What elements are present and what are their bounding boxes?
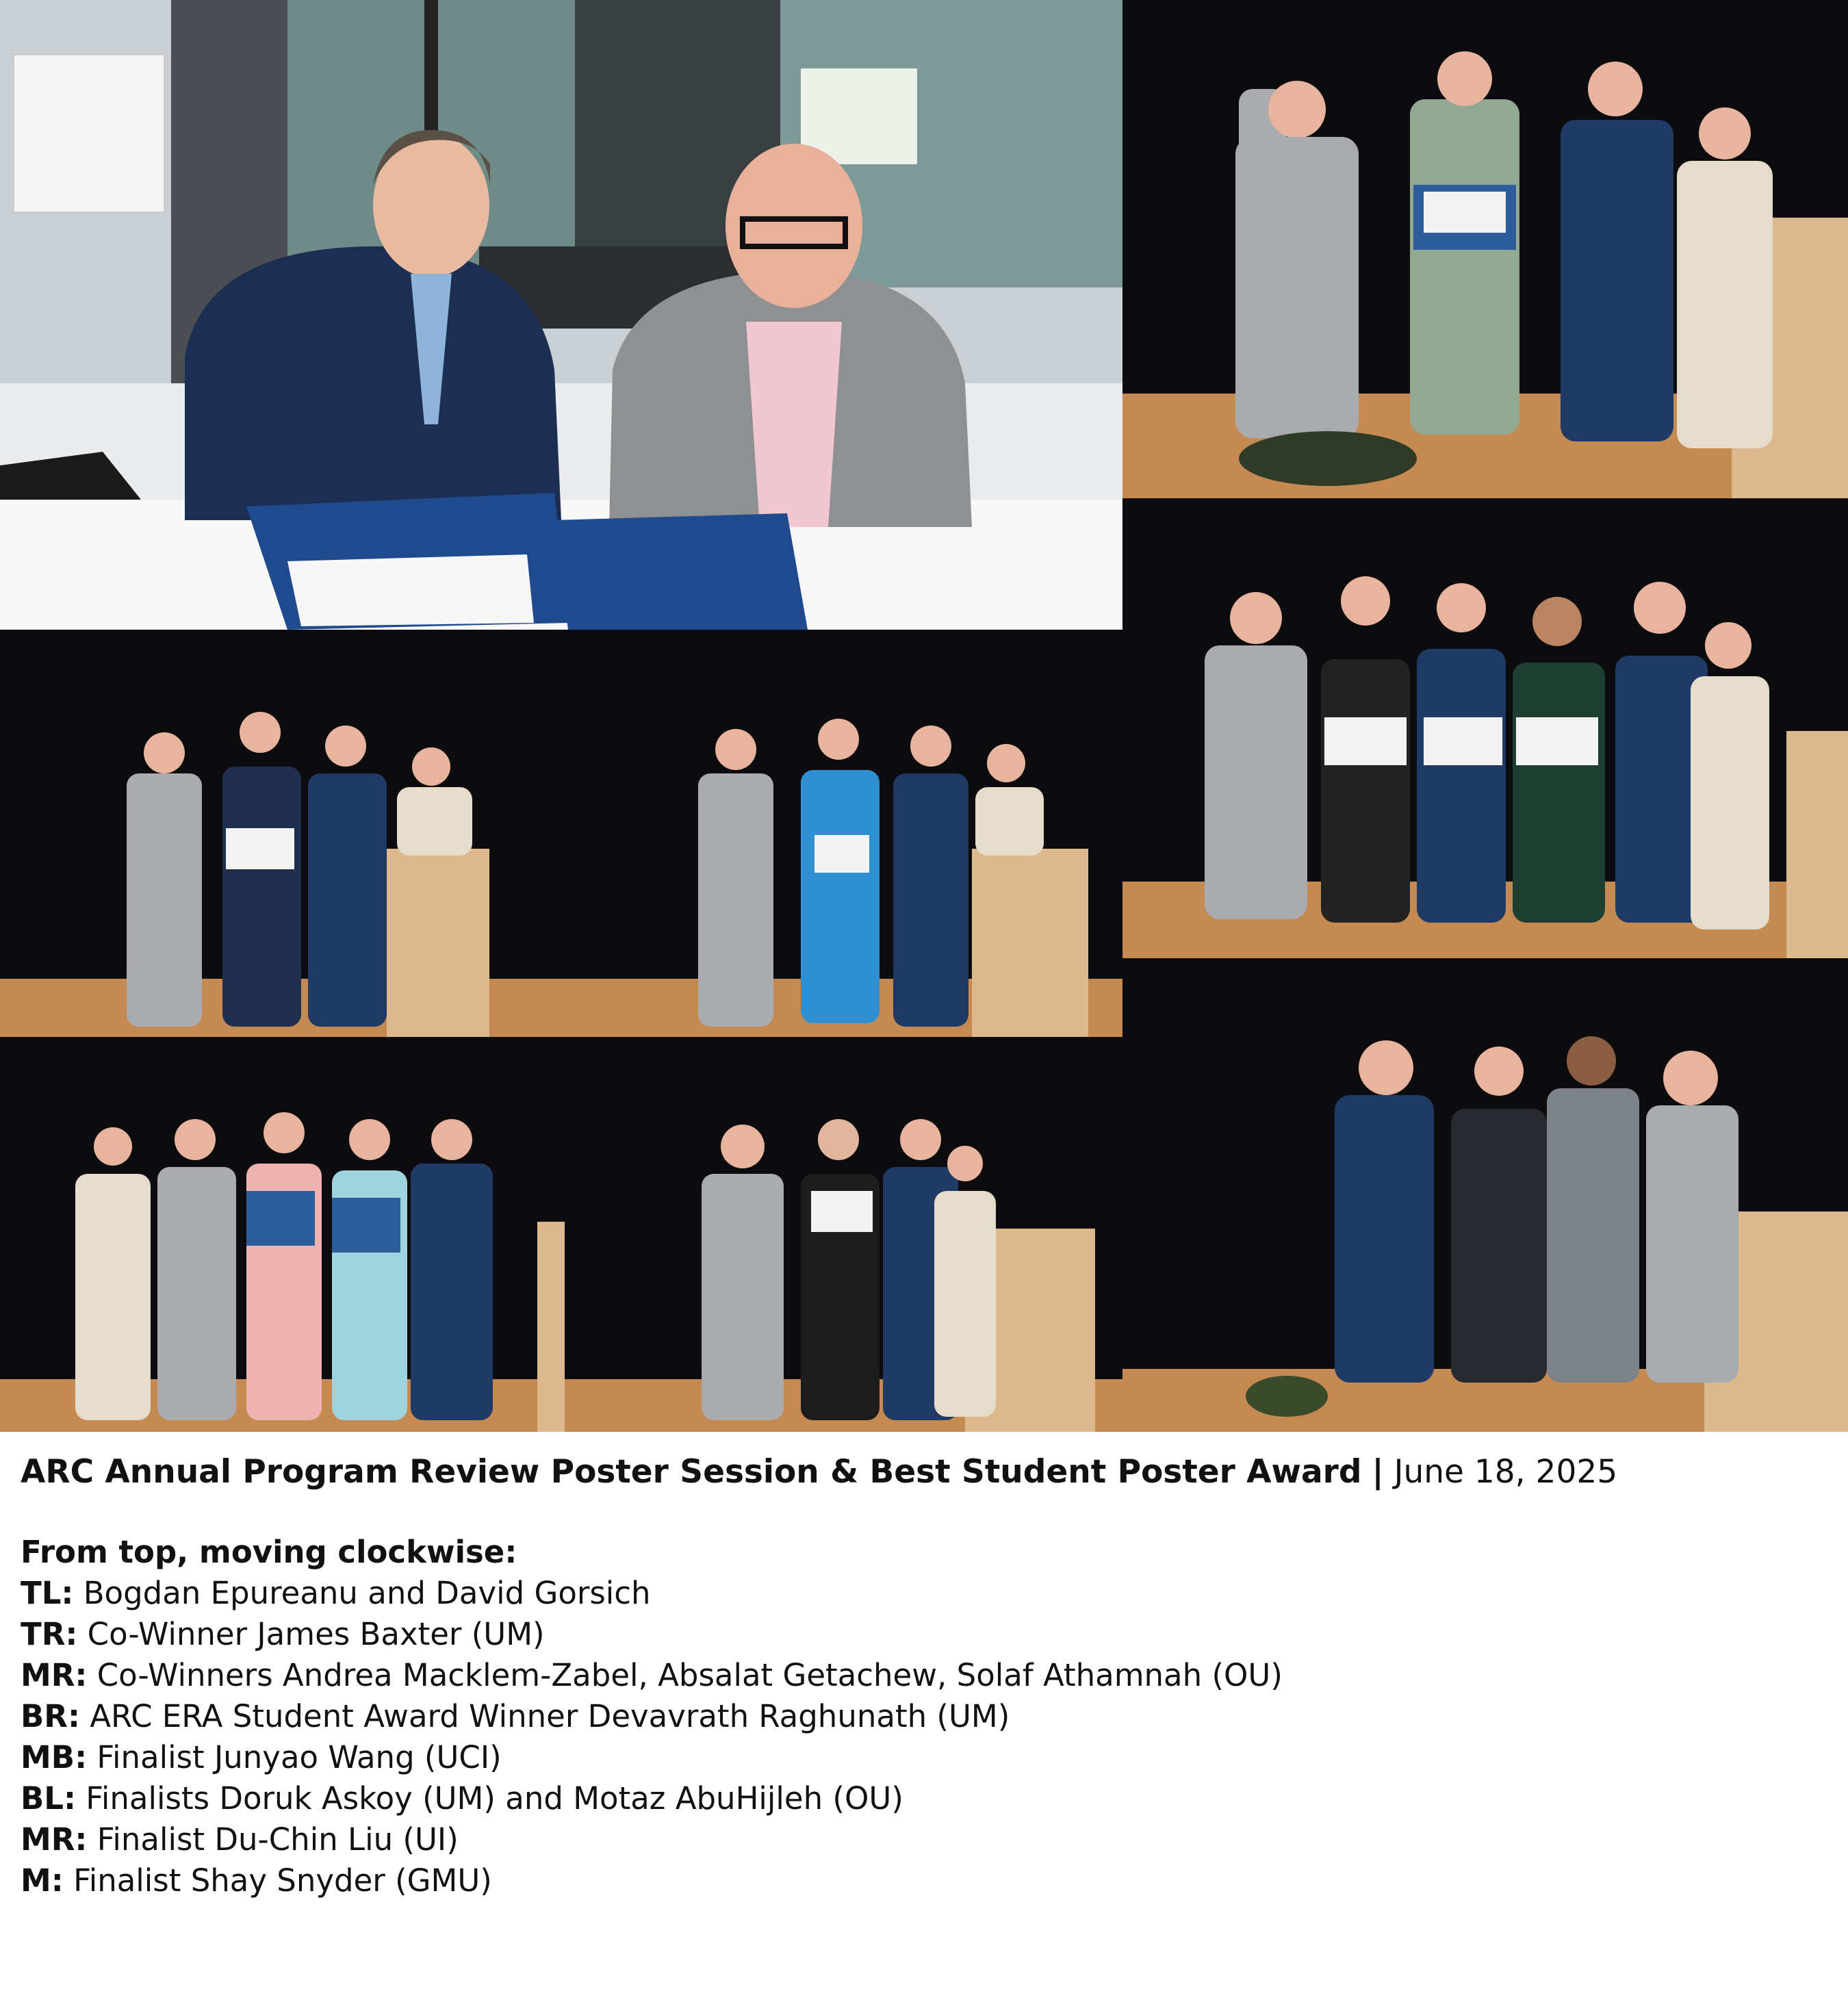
caption-line [21, 1819, 1827, 1860]
caption-line-label: BL: [21, 1780, 76, 1817]
caption-line [21, 1614, 1827, 1655]
caption-line-label: MR: [21, 1821, 88, 1858]
caption-line [21, 1696, 1827, 1737]
caption-line-label: BR: [21, 1698, 80, 1734]
caption-line-label: TR: [21, 1616, 78, 1652]
photo-top-left-signing [0, 0, 1122, 630]
photo-middle-center-award [565, 630, 1122, 1037]
photo-top-right-award [1122, 0, 1848, 498]
caption-block [21, 1451, 1827, 1901]
caption-title-line [21, 1451, 1827, 1493]
photo-bottom-right-award [1122, 958, 1848, 1432]
caption-line-text: Co-Winner James Baxter (UM) [87, 1616, 545, 1652]
caption-line-text: ARC ERA Student Award Winner Devavrath Raghunath (UM) [90, 1698, 1010, 1734]
caption-line [21, 1655, 1827, 1696]
photo-middle-bottom-award [565, 1037, 1122, 1432]
caption-line-label: MR: [21, 1657, 88, 1693]
caption-date: June 18, 2025 [1394, 1453, 1618, 1491]
caption-line-text: Co-Winners Andrea Macklem-Zabel, Absalat Getachew, Solaf Athamnah (OU) [97, 1657, 1283, 1693]
photo-middle-right-award [1122, 498, 1848, 958]
caption-line-text: Finalists Doruk Askoy (UM) and Motaz AbuHijleh (OU) [86, 1780, 903, 1817]
caption-line-text: Bogdan Epureanu and David Gorsich [83, 1575, 651, 1611]
caption-line-text: Finalist Du-Chin Liu (UI) [97, 1821, 459, 1858]
caption-line [21, 1778, 1827, 1819]
caption-line [21, 1860, 1827, 1901]
caption-line-text: Finalist Junyao Wang (UCI) [97, 1739, 502, 1775]
caption-intro: From top, moving clockwise: [21, 1534, 517, 1570]
caption-line-label: M: [21, 1862, 64, 1899]
caption-line [21, 1573, 1827, 1614]
photo-middle-left-award [0, 630, 565, 1037]
caption-title: ARC Annual Program Review Poster Session & Best Student Poster Award [21, 1453, 1362, 1491]
caption-separator: | [1372, 1453, 1384, 1491]
photo-bottom-left-award [0, 1037, 565, 1432]
caption-line-label: TL: [21, 1575, 74, 1611]
caption-line-label: MB: [21, 1739, 88, 1775]
caption-line [21, 1737, 1827, 1778]
caption-line-text: Finalist Shay Snyder (GMU) [73, 1862, 492, 1899]
